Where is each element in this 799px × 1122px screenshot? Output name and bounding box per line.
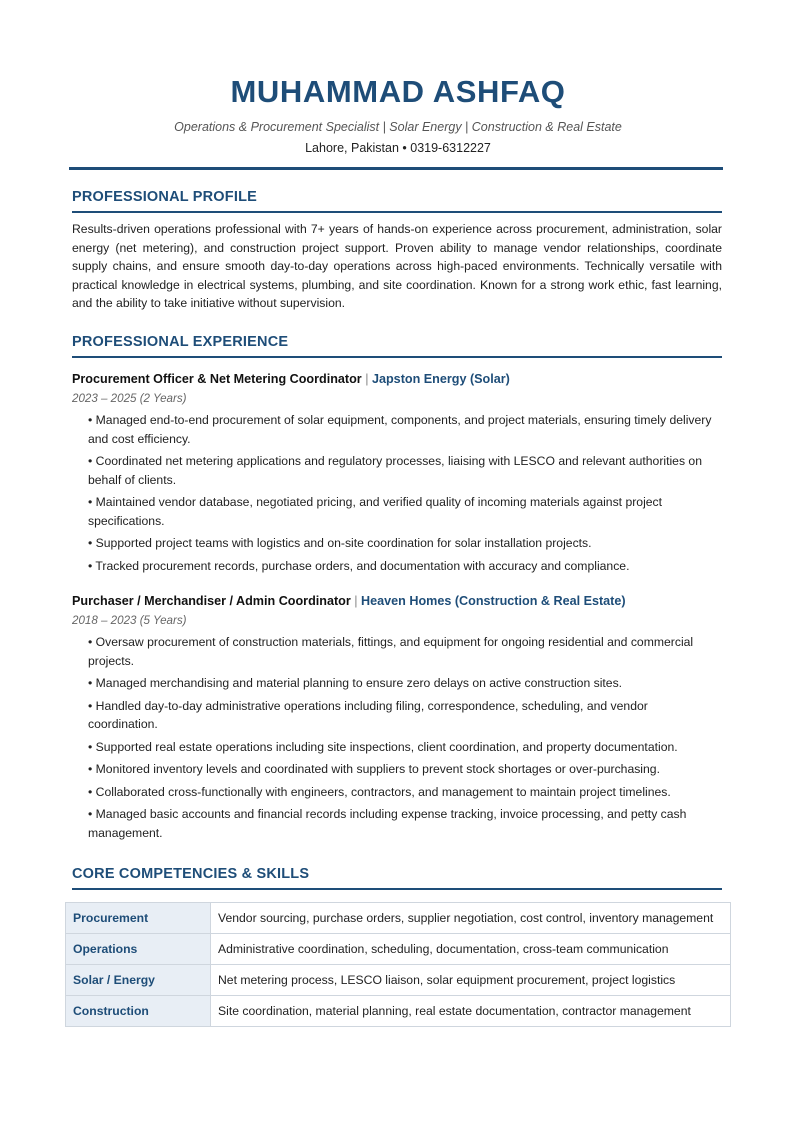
- job-bullet: • Maintained vendor database, negotiated pricing, and verified quality of incoming materials against project specifications.: [88, 495, 663, 528]
- skill-details: Net metering process, LESCO liaison, solar equipment procurement, project logistics: [211, 965, 731, 996]
- job-title: Procurement Officer & Net Metering Coordinator: [72, 372, 362, 386]
- skills-row: [66, 903, 731, 934]
- job-heading: [72, 371, 724, 388]
- section-title-skills: CORE COMPETENCIES & SKILLS: [72, 866, 722, 890]
- job-bullet: • Supported project teams with logistics and on-site coordination for solar installation projects.: [88, 536, 592, 550]
- skill-category: Construction: [66, 996, 211, 1027]
- job-bullet: • Handled day-to-day administrative operations including filing, correspondence, scheduling, and vendor coordination.: [88, 698, 648, 731]
- skills-row: [66, 965, 731, 996]
- contact-info: Lahore, Pakistan • 0319-6312227: [305, 141, 491, 155]
- job-company: Heaven Homes (Construction & Real Estate): [361, 594, 626, 608]
- header-divider: [69, 167, 723, 170]
- job-entry: [72, 593, 724, 846]
- skill-category: Operations: [66, 934, 211, 965]
- skill-category: Solar / Energy: [66, 965, 211, 996]
- job-dates: 2018 – 2023 (5 Years): [72, 614, 187, 627]
- candidate-name: MUHAMMAD ASHFAQ: [230, 74, 566, 109]
- job-bullet: • Tracked procurement records, purchase orders, and documentation with accuracy and compliance.: [88, 558, 630, 573]
- job-bullet: • Managed basic accounts and financial records including expense tracking, invoice processing, and petty cash management.: [88, 807, 687, 840]
- job-heading: [72, 593, 724, 610]
- job-bullet: • Collaborated cross-functionally with engineers, contractors, and management to maintain project timelines.: [88, 784, 671, 799]
- job-title: Purchaser / Merchandiser / Admin Coordinator: [72, 594, 351, 608]
- skill-details: Vendor sourcing, purchase orders, supplier negotiation, cost control, inventory management: [211, 903, 731, 934]
- job-bullet: • Oversaw procurement of construction materials, fittings, and equipment for ongoing residential and commercial projects.: [88, 635, 694, 668]
- section-title-profile: PROFESSIONAL PROFILE: [72, 189, 722, 213]
- job-dates: 2023 – 2025 (2 Years): [72, 392, 187, 405]
- job-separator: |: [365, 372, 369, 386]
- job-bullet: • Supported real estate operations including site inspections, client coordination, and property documentation.: [88, 739, 678, 754]
- profile-summary: Results-driven operations professional with 7+ years of hands-on experience across procurement, administration, solar energy (net metering), and construction project support. Proven ability to manage vendor relationships, coordinate supply chains, and ensure smooth day-to-day operations across high-paced environments. Technically versatile with practical knowledge in electrical systems, plumbing, and site coordination. Known for a strong work ethic, fast learning, and the ability to take initiative without supervision.: [72, 222, 722, 310]
- job-bullet-list: [72, 411, 724, 575]
- skill-category: Procurement: [66, 903, 211, 934]
- job-bullet: • Coordinated net metering applications and regulatory processes, liaising with LESCO and relevant authorities on behalf of clients.: [88, 454, 702, 487]
- skills-row: [66, 934, 731, 965]
- section-title-experience: PROFESSIONAL EXPERIENCE: [72, 334, 722, 358]
- job-separator: |: [354, 594, 358, 608]
- job-company: Japston Energy (Solar): [371, 372, 510, 386]
- skill-details: Administrative coordination, scheduling, documentation, cross-team communication: [211, 934, 731, 965]
- job-bullet: • Monitored inventory levels and coordinated with suppliers to prevent stock shortages or over-purchasing.: [88, 762, 660, 776]
- job-bullet-list: [72, 633, 724, 842]
- skills-table: [65, 902, 731, 1027]
- job-bullet: • Managed end-to-end procurement of solar equipment, components, and project materials, ensuring timely delivery and cost efficiency.: [88, 413, 712, 446]
- job-entry: [72, 371, 724, 579]
- job-bullet: • Managed merchandising and material planning to ensure zero delays on active construction sites.: [88, 676, 623, 690]
- candidate-tagline: Operations & Procurement Specialist | Solar Energy | Construction & Real Estate: [174, 120, 622, 134]
- skills-row: [66, 996, 731, 1027]
- skill-details: Site coordination, material planning, real estate documentation, contractor management: [211, 996, 731, 1027]
